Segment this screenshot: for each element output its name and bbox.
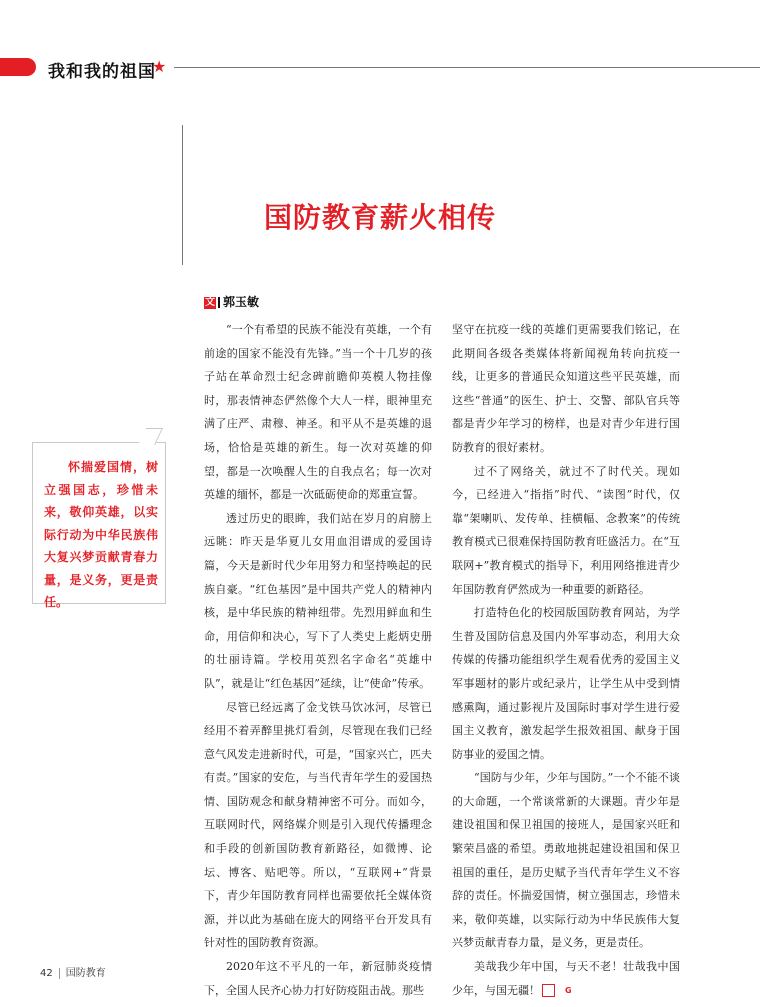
magazine-name: 国防教育 <box>65 968 106 979</box>
page-footer <box>40 964 106 979</box>
paragraph: 尽管已经远离了金戈铁马饮冰河，尽管已经用不着弄醉里挑灯看剑，尽管现在我们已经意气风发走进新时代，可是，“国家兴亡，匹夫有责。”国家的安危，与当代青年学生的爱国热情、国防观念和献身精神密不可分。而如今，互联网时代，网络媒介则是引入现代传播理念和手段的创新国防教育新路径，如微博、论坛、博客、贴吧等。所以，“互联网+”背景下，青少年国防教育同样也需要依托全媒体资源，并以此为基础在庞大的网络平台开发具有针对性的国防教育资源。 <box>204 700 432 950</box>
paragraph: 2020年这不平凡的一年，新冠肺炎疫情下，全国人民齐心协力打好防疫阻击战。那些 <box>204 960 432 997</box>
end-mark-icon: G <box>542 984 555 997</box>
article-column-right <box>452 318 680 1002</box>
pull-quote: 怀揣爱国情，树立强国志，珍惜未来，敬仰英雄，以实际行动为中华民族伟大复兴梦贡献青春力量，是义务，更是责任。 <box>44 460 158 609</box>
title-rule <box>182 125 183 265</box>
paragraph: 过不了网络关，就过不了时代关。现如今，已经进入“指指”时代、“读图”时代，仅靠“架喇叭、发传单、挂横幅、念教案”的传统教育模式已很难保持国防教育旺盛活力。在“互联网+”教育模式的指导下，利用网络推进青少年国防教育俨然成为一种重要的新路径。 <box>452 464 680 596</box>
paragraph: 透过历史的眼眸，我们站在岁月的肩膀上远眺：昨天是华夏儿女用血泪谱成的爱国诗篇，今天是新时代少年用努力和坚持唤起的民族自豪。“红色基因”是中国共产党人的精神内核，是中华民族的精神纽带。先烈用鲜血和生命，用信仰和决心，写下了人类史上彪炳史册的壮丽诗篇。学校用英烈名字命名“英雄中队”，就是让“红色基因”延续，让“使命”传承。 <box>204 511 432 690</box>
footer-divider <box>59 968 60 979</box>
paragraph-continued: 坚守在抗疫一线的英雄们更需要我们铭记，在此期间各级各类媒体将新闻视角转向抗疫一线，让更多的普通民众知道这些平民英雄，而这些“普通”的医生、护士、交警、部队官兵等都是青少年学习的榜样，也是对青少年进行国防教育的很好素材。 <box>452 323 680 454</box>
author-tag: 文 <box>205 296 215 308</box>
paragraph: “国防与少年，少年与国防。”一个不能不谈的大命题，一个常谈常新的大课题。青少年是建设祖国和保卫祖国的接班人，是国家兴旺和繁荣昌盛的希望。勇敢地挑起建设祖国和保卫祖国的重任，是历史赋予当代青年学生义不容辞的责任。怀揣爱国情，树立强国志，珍惜未来，敬仰英雄，以实际行动为中华民族伟大复兴梦贡献青春力量，是义务，更是责任。 <box>452 771 680 950</box>
byline-divider <box>218 297 220 308</box>
page-number: 42 <box>40 968 53 979</box>
closing-text: 美哉我少年中国，与天不老！壮哉我中国少年，与国无疆！ <box>452 960 680 997</box>
column-name: 我和我的祖国 <box>48 62 156 82</box>
star-icon: ★ <box>152 57 167 76</box>
article-column-left <box>204 318 432 1002</box>
paragraph: 打造特色化的校园版国防教育网站，为学生普及国防信息及国内外军事动态，利用大众传媒的传播功能组织学生观看优秀的爱国主义军事题材的影片或纪录片，让学生从中受到情感熏陶，通过影视片及国际时事对学生进行爱国主义教育，激发起学生报效祖国、献身于国防事业的爱国之情。 <box>452 606 680 761</box>
header-rule <box>174 67 760 68</box>
author-name: 郭玉敏 <box>223 295 260 309</box>
byline <box>204 293 259 310</box>
article-title: 国防教育薪火相传 <box>263 201 496 234</box>
closing-paragraph <box>452 955 680 1002</box>
paragraph: “一个有希望的民族不能没有英雄，一个有前途的国家不能没有先锋。”当一个十几岁的孩子站在革命烈士纪念碑前瞻仰英模人物挂像时，那表情神态俨然像个大人一样，眼神里充满了庄严、肃穆、神圣。和平从不是英雄的退场，恰恰是英雄的新生。每一次对英雄的仰望，都是一次唤醒人生的自我点名；每一次对英雄的缅怀，都是一次砥砺使命的郑重宣誓。 <box>204 323 432 502</box>
column-tab-marker <box>0 58 36 76</box>
